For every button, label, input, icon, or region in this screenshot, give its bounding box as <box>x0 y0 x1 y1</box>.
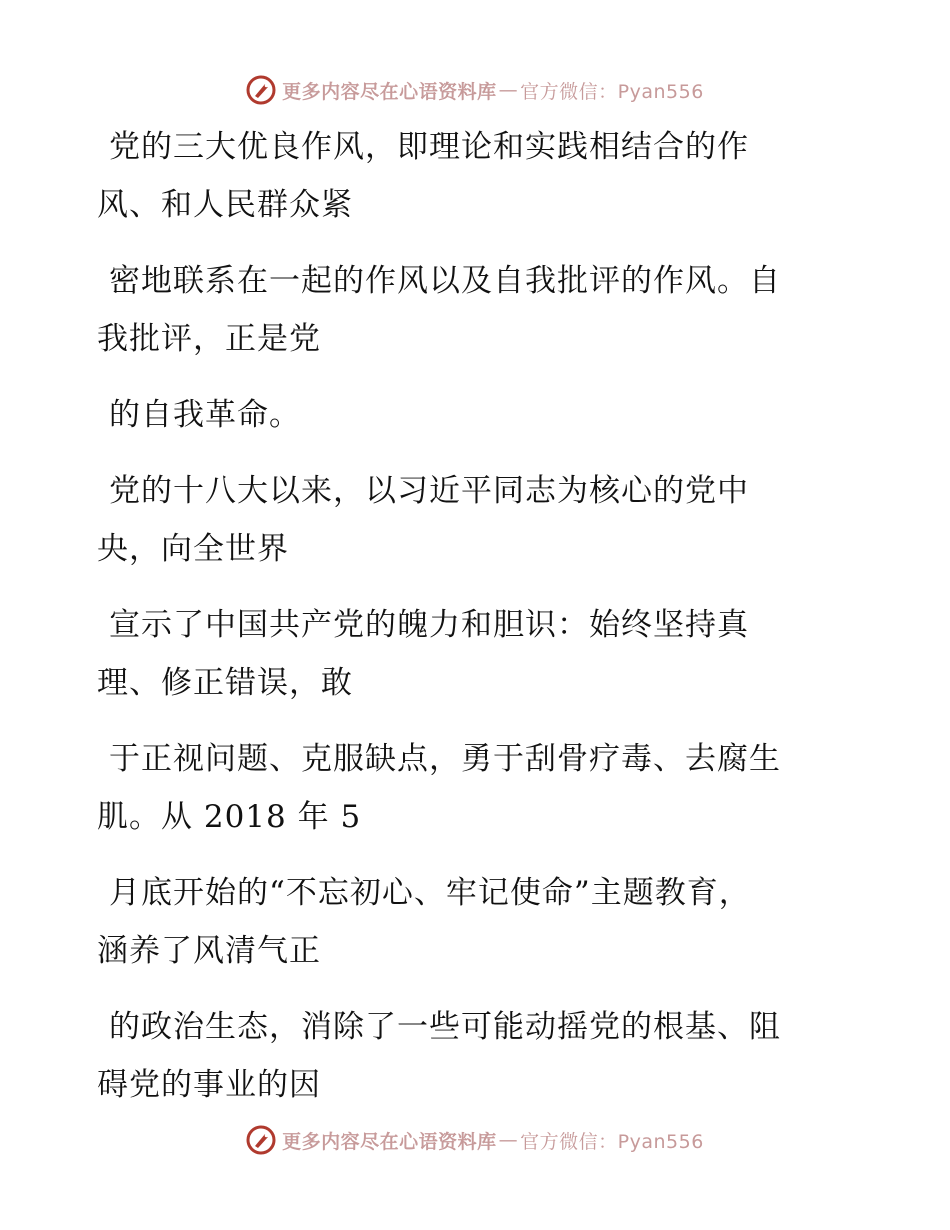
watermark-separator: — <box>498 79 519 101</box>
pen-nib-seal-icon <box>246 75 276 105</box>
text-line: 的自我革命。 <box>109 397 301 433</box>
paragraph <box>97 462 897 578</box>
text-line: 央，向全世界 <box>97 531 289 567</box>
pen-nib-seal-icon <box>246 1125 276 1155</box>
watermark-separator: — <box>498 1129 519 1151</box>
text-line: 宣示了中国共产党的魄力和胆识：始终坚持真 <box>109 607 749 643</box>
paragraph <box>97 730 897 846</box>
document-body <box>97 118 897 1114</box>
paragraph <box>97 998 897 1114</box>
text-line: 肌。从 2018 年 5 <box>97 799 362 835</box>
text-line: 风、和人民群众紧 <box>97 187 353 223</box>
paragraph <box>97 252 897 368</box>
watermark-contact: 官方微信：Pyan556 <box>520 80 704 103</box>
text-line: 月底开始的“不忘初心、牢记使命”主题教育， <box>109 875 751 911</box>
watermark-contact: 官方微信：Pyan556 <box>520 1130 704 1153</box>
watermark-brand: 更多内容尽在心语资料库 <box>282 80 497 103</box>
text-line: 于正视问题、克服缺点，勇于刮骨疗毒、去腐生 <box>109 741 781 777</box>
text-line: 涵养了风清气正 <box>97 933 321 969</box>
paragraph <box>97 596 897 712</box>
watermark-brand: 更多内容尽在心语资料库 <box>282 1130 497 1153</box>
paragraph <box>97 386 897 444</box>
footer-watermark <box>0 1120 950 1160</box>
text-line: 党的十八大以来，以习近平同志为核心的党中 <box>109 473 749 509</box>
text-line: 理、修正错误，敢 <box>97 665 353 701</box>
header-watermark <box>0 70 950 110</box>
text-line: 党的三大优良作风，即理论和实践相结合的作 <box>109 129 749 165</box>
paragraph <box>97 864 897 980</box>
text-line: 碍党的事业的因 <box>97 1067 321 1103</box>
text-line: 的政治生态，消除了一些可能动摇党的根基、阻 <box>109 1009 781 1045</box>
text-line: 我批评，正是党 <box>97 321 321 357</box>
paragraph <box>97 118 897 234</box>
text-line: 密地联系在一起的作风以及自我批评的作风。自 <box>109 263 781 299</box>
